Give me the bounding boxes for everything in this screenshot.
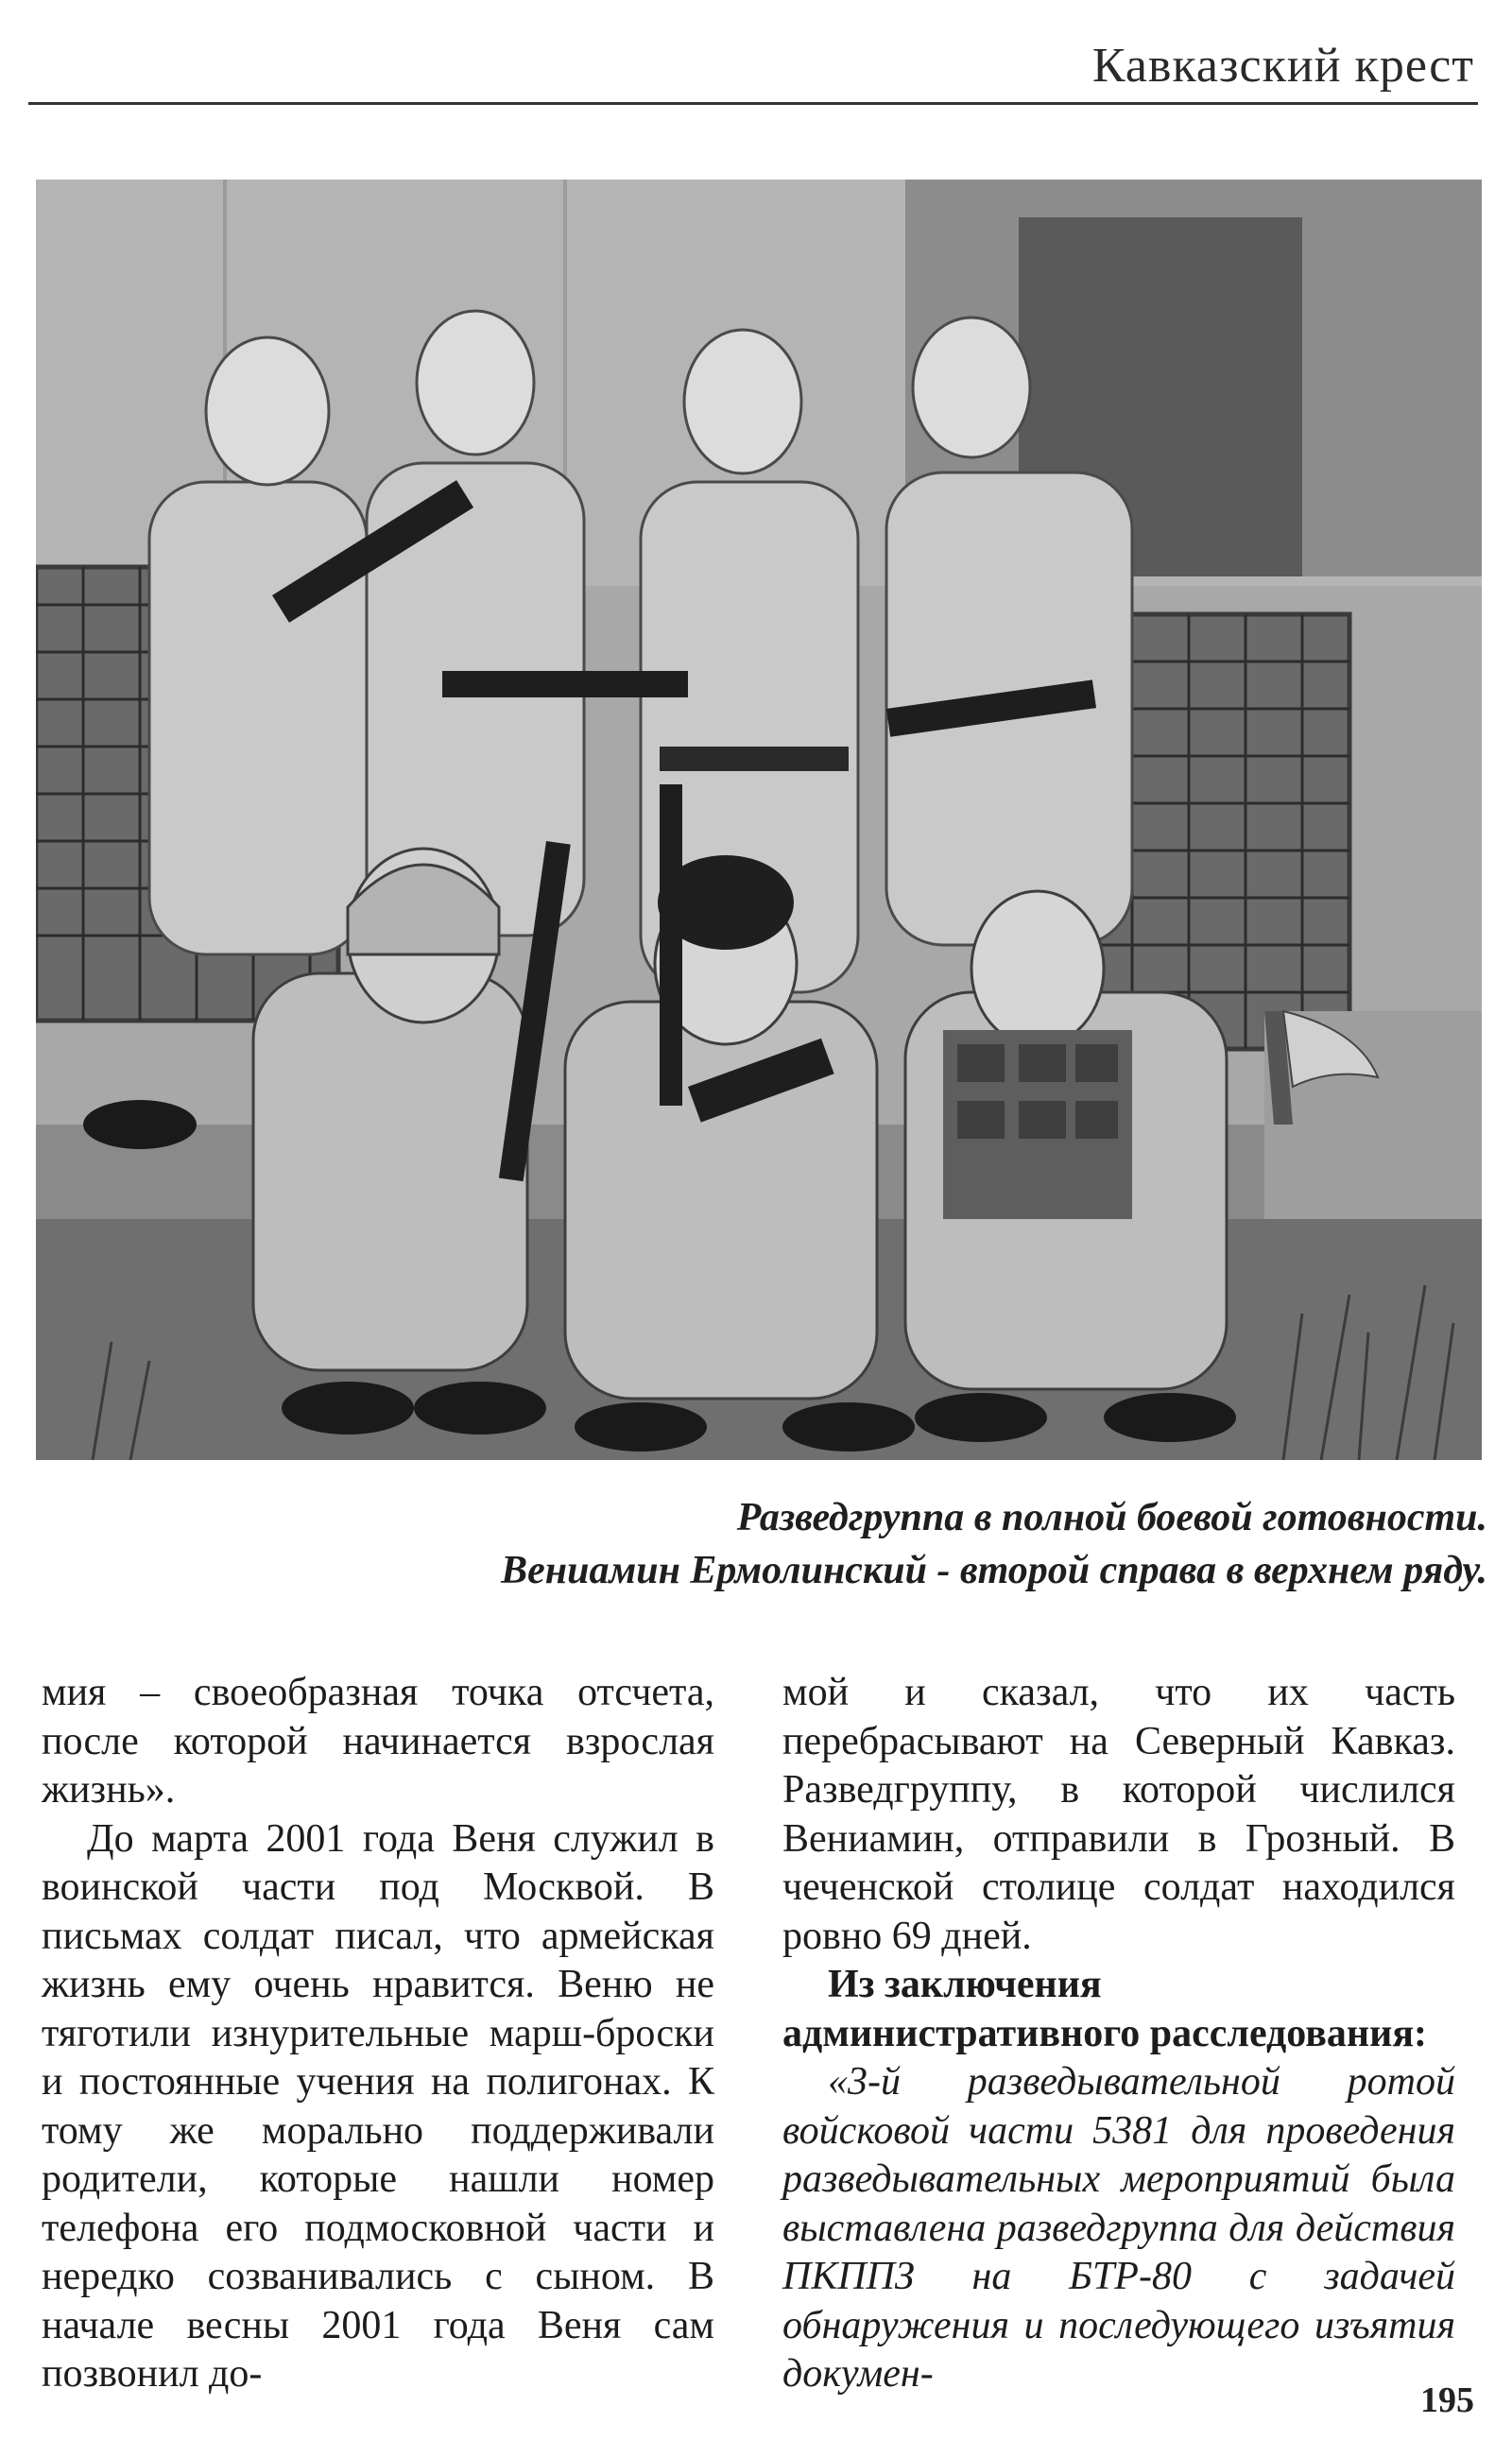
photo-caption <box>70 1491 1487 1597</box>
header-rule <box>28 102 1478 105</box>
section-heading: Из заключения административного расследования: <box>782 1963 1428 2055</box>
left-paragraph-2: До марта 2001 года Веня служил в воинской части под Москвой. В письмах солдат писал, что армейская жизнь ему очень нравится. Веню не тяготили изнурительные марш-броски и постоянные учения на полигонах. К тому же морально поддерживали родители, которые нашли номер телефона его подмосковной части и нередко созванивались с сыном. В начале весны 2001 года Веня сам позвонил до- <box>42 1816 714 2396</box>
right-column <box>782 1669 1455 2399</box>
caption-line-1: Разведгруппа в полной боевой готовности. <box>736 1496 1487 1539</box>
caption-line-2: Вениамин Ермолинский - второй справа в верхнем ряду. <box>501 1549 1487 1592</box>
running-title: Кавказский крест <box>1091 39 1474 93</box>
left-column <box>42 1669 714 2399</box>
left-paragraph-1: мия – своеобразная точка отсчета, после которой начинается взрослая жизнь». <box>42 1671 714 1812</box>
quote-paragraph: «3-й разведывательной ротой войсковой части 5381 для проведения разведывательных мероприятий была выставлена разведгруппа для действия ПКППЗ на БТР-80 с задачей обнаружения и последующего изъятия докумен- <box>782 2060 1455 2396</box>
right-paragraph-1: мой и сказал, что их часть перебрасывают на Северный Кавказ. Разведгруппу, в которой числился Вениамин, отправили в Грозный. В чеченской столице солдат находился ровно 69 дней. <box>782 1671 1455 1958</box>
group-photo <box>36 180 1482 1460</box>
page-number: 195 <box>1420 2380 1474 2420</box>
